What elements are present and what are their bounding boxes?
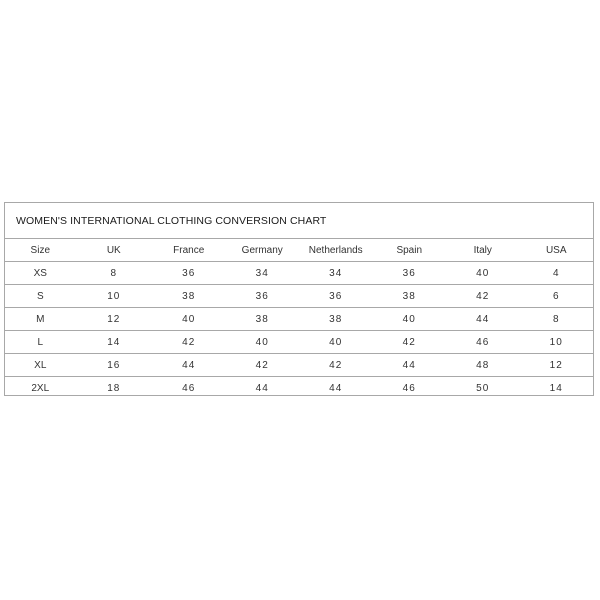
netherlands-cell: 38 [299,308,373,331]
germany-cell: 36 [225,285,299,308]
netherlands-cell: 42 [299,354,373,377]
spain-cell: 36 [402,267,416,279]
size-cell: M [5,308,76,331]
usa-cell: 14 [519,377,593,400]
column-header-france: France [152,239,226,262]
france-cell: 46 [152,377,226,400]
france-cell: 44 [152,354,226,377]
uk-cell: 16 [76,354,152,377]
france-cell: 40 [152,308,226,331]
germany-cell: 40 [225,331,299,354]
netherlands-cell: 40 [299,331,373,354]
usa-cell: 12 [519,354,593,377]
uk-cell: 18 [76,377,152,400]
italy-cell: 40 [476,267,490,279]
italy-cell: 48 [446,354,520,377]
table-row [5,377,593,400]
table-row [5,354,593,377]
netherlands-cell: 36 [299,285,373,308]
column-header-italy: Italy [446,239,520,262]
size-cell: XL [5,354,76,377]
netherlands-cell: 44 [299,377,373,400]
uk-cell: 8 [110,267,118,279]
usa-cell: 4 [552,267,560,279]
italy-cell: 46 [446,331,520,354]
germany-cell: 38 [225,308,299,331]
column-header-usa: USA [519,239,593,262]
size-conversion-table [5,239,593,399]
italy-cell: 42 [446,285,520,308]
column-header-spain: Spain [372,239,446,262]
france-cell: 42 [152,331,226,354]
table-row [5,285,593,308]
spain-cell: 40 [372,308,446,331]
spain-cell: 42 [372,331,446,354]
spain-cell: 38 [372,285,446,308]
usa-cell: 6 [519,285,593,308]
table-header-row [5,239,593,262]
usa-cell: 8 [519,308,593,331]
column-header-netherlands: Netherlands [299,239,373,262]
column-header-uk: UK [76,239,152,262]
chart-title: WOMEN'S INTERNATIONAL CLOTHING CONVERSION CHART [5,203,593,239]
column-header-size: Size [5,239,76,262]
size-cell: 2XL [5,377,76,400]
conversion-chart [4,202,594,396]
germany-cell: 34 [255,267,269,279]
table-row [5,331,593,354]
uk-cell: 10 [76,285,152,308]
france-cell: 38 [152,285,226,308]
germany-cell: 42 [225,354,299,377]
size-cell: L [5,331,76,354]
uk-cell: 14 [76,331,152,354]
italy-cell: 44 [446,308,520,331]
spain-cell: 44 [372,354,446,377]
netherlands-cell: 34 [329,267,343,279]
spain-cell: 46 [372,377,446,400]
germany-cell: 44 [225,377,299,400]
italy-cell: 50 [446,377,520,400]
usa-cell: 10 [519,331,593,354]
size-cell: XS [33,267,47,279]
size-cell: S [5,285,76,308]
table-row [5,262,593,285]
column-header-germany: Germany [225,239,299,262]
france-cell: 36 [182,267,196,279]
table-row [5,308,593,331]
uk-cell: 12 [76,308,152,331]
